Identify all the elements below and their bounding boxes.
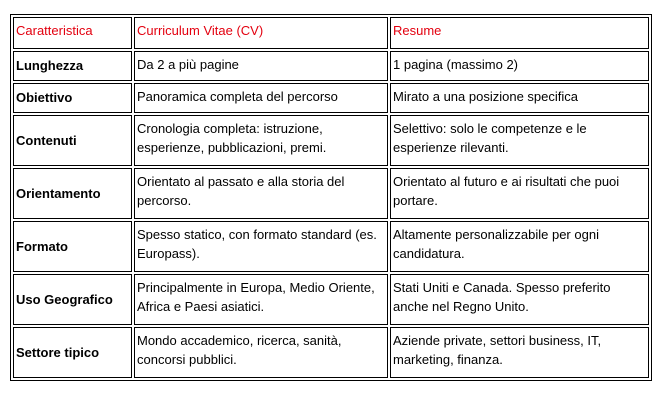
- cv-cell: Da 2 a più pagine: [134, 51, 388, 81]
- cv-cell: Principalmente in Europa, Medio Oriente, Africa e Paesi asiatici.: [134, 274, 388, 325]
- header-resume: Resume: [390, 17, 649, 49]
- cv-vs-resume-table: [10, 14, 652, 381]
- table-row-lunghezza: [13, 51, 649, 81]
- table-row-orientamento: [13, 168, 649, 219]
- table-row-obiettivo: [13, 83, 649, 113]
- resume-cell: Selettivo: solo le competenze e le esperienze rilevanti.: [390, 115, 649, 166]
- resume-cell: Stati Uniti e Canada. Spesso preferito anche nel Regno Unito.: [390, 274, 649, 325]
- resume-cell: 1 pagina (massimo 2): [390, 51, 649, 81]
- resume-cell: Altamente personalizzabile per ogni candidatura.: [390, 221, 649, 272]
- table-row-formato: [13, 221, 649, 272]
- table-header-row: [13, 17, 649, 49]
- row-label: Settore tipico: [13, 327, 132, 378]
- comparison-table-container: [10, 14, 652, 381]
- row-label: Obiettivo: [13, 83, 132, 113]
- header-caratteristica: Caratteristica: [13, 17, 132, 49]
- table-row-contenuti: [13, 115, 649, 166]
- row-label: Orientamento: [13, 168, 132, 219]
- table-row-settore-tipico: [13, 327, 649, 378]
- row-label: Contenuti: [13, 115, 132, 166]
- resume-cell: Mirato a una posizione specifica: [390, 83, 649, 113]
- cv-cell: Orientato al passato e alla storia del percorso.: [134, 168, 388, 219]
- row-label: Lunghezza: [13, 51, 132, 81]
- row-label: Formato: [13, 221, 132, 272]
- cv-cell: Panoramica completa del percorso: [134, 83, 388, 113]
- resume-cell: Orientato al futuro e ai risultati che puoi portare.: [390, 168, 649, 219]
- header-curriculum-vitae: Curriculum Vitae (CV): [134, 17, 388, 49]
- cv-cell: Spesso statico, con formato standard (es. Europass).: [134, 221, 388, 272]
- row-label: Uso Geografico: [13, 274, 132, 325]
- cv-cell: Cronologia completa: istruzione, esperienze, pubblicazioni, premi.: [134, 115, 388, 166]
- table-row-uso-geografico: [13, 274, 649, 325]
- resume-cell: Aziende private, settori business, IT, marketing, finanza.: [390, 327, 649, 378]
- cv-cell: Mondo accademico, ricerca, sanità, concorsi pubblici.: [134, 327, 388, 378]
